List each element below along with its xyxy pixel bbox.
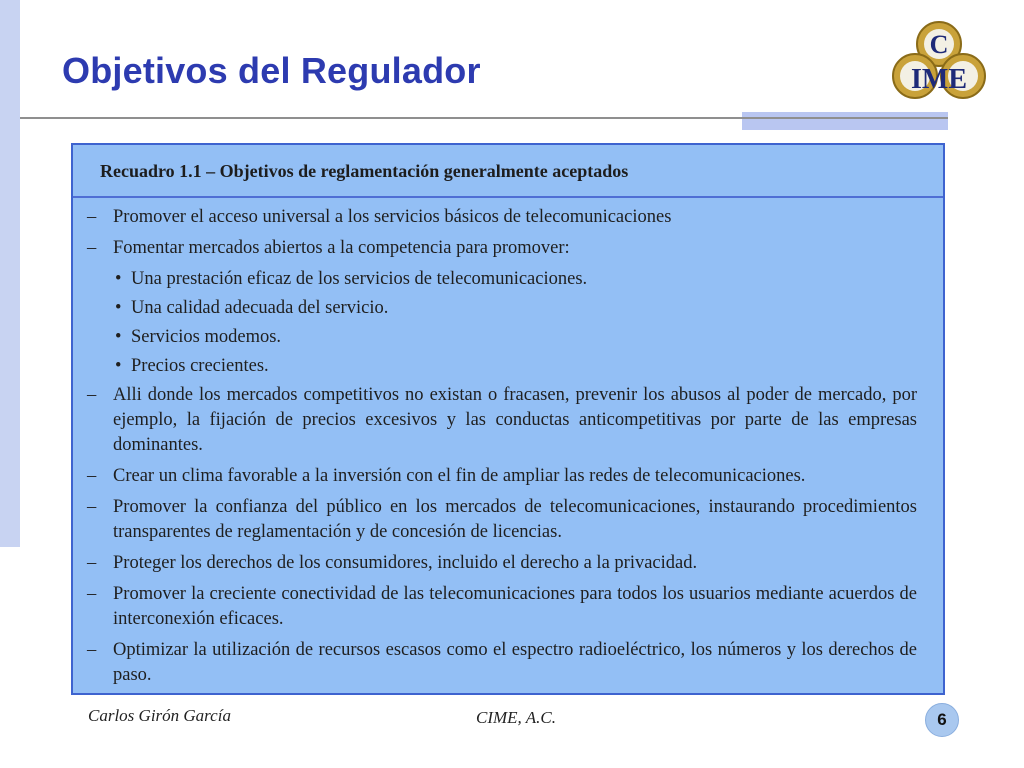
footer-author: Carlos Girón García bbox=[88, 706, 231, 725]
box-heading: Recuadro 1.1 – Objetivos de reglamentación generalmente aceptados bbox=[73, 145, 943, 198]
item-text: Promover el acceso universal a los servicios básicos de telecomunicaciones bbox=[113, 207, 672, 227]
dash-marker: – bbox=[87, 466, 97, 486]
item-text: Fomentar mercados abiertos a la competencia para promover: bbox=[113, 238, 570, 258]
footer-organization: CIME, A.C. bbox=[476, 708, 556, 727]
objectives-box bbox=[71, 143, 945, 695]
list-item bbox=[73, 495, 943, 545]
list-item bbox=[73, 383, 943, 458]
list-item bbox=[73, 582, 943, 632]
bullet-marker: • bbox=[115, 356, 122, 376]
title-accent-bar bbox=[742, 112, 948, 130]
item-text: Una prestación eficaz de los servicios de telecomunicaciones. bbox=[131, 269, 588, 289]
item-text: Precios crecientes. bbox=[131, 356, 269, 376]
dash-marker: – bbox=[87, 553, 97, 573]
item-text: Crear un clima favorable a la inversión con el fin de ampliar las redes de telecomunicaciones. bbox=[113, 466, 806, 486]
bullet-marker: • bbox=[115, 327, 122, 347]
dash-marker: – bbox=[87, 238, 97, 258]
logo-text-bottom: IME bbox=[911, 64, 967, 95]
sub-list-item bbox=[73, 325, 943, 350]
list-item bbox=[73, 551, 943, 576]
item-text: Alli donde los mercados competitivos no existan o fracasen, prevenir los abusos al poder de mercado, por ejemplo, la fijación de precios excesivos y las conductas anticompetitivas por parte de las empresas dominantes. bbox=[113, 385, 917, 455]
page-title: Objetivos del Regulador bbox=[62, 50, 481, 91]
sub-list-item bbox=[73, 296, 943, 321]
item-text: Servicios modemos. bbox=[131, 327, 282, 347]
dash-marker: – bbox=[87, 640, 97, 660]
dash-marker: – bbox=[87, 497, 97, 517]
bullet-marker: • bbox=[115, 298, 122, 318]
list-item bbox=[73, 236, 943, 261]
item-text: Promover la creciente conectividad de las telecomunicaciones para todos los usuarios mediante acuerdos de interconexión eficaces. bbox=[113, 584, 917, 629]
list-item bbox=[73, 638, 943, 688]
objectives-list bbox=[73, 205, 943, 694]
list-item bbox=[73, 205, 943, 230]
list-item bbox=[73, 464, 943, 489]
dash-marker: – bbox=[87, 385, 97, 405]
item-text: Proteger los derechos de los consumidores, incluido el derecho a la privacidad. bbox=[113, 553, 698, 573]
item-text: Optimizar la utilización de recursos escasos como el espectro radioeléctrico, los números y los derechos de paso. bbox=[113, 640, 917, 685]
sub-list-item bbox=[73, 354, 943, 379]
sub-list-item bbox=[73, 267, 943, 292]
page-number-badge: 6 bbox=[925, 703, 959, 737]
logo-text-top: C bbox=[929, 30, 949, 59]
dash-marker: – bbox=[87, 207, 97, 227]
item-text: Promover la confianza del público en los mercados de telecomunicaciones, instaurando procedimientos transparentes de reglamentación y de concesión de licencias. bbox=[113, 497, 917, 542]
item-text: Una calidad adecuada del servicio. bbox=[131, 298, 389, 318]
bullet-marker: • bbox=[115, 269, 122, 289]
left-accent-bar bbox=[0, 0, 20, 547]
dash-marker: – bbox=[87, 584, 97, 604]
title-divider bbox=[20, 117, 948, 119]
cime-logo-icon bbox=[885, 14, 993, 110]
